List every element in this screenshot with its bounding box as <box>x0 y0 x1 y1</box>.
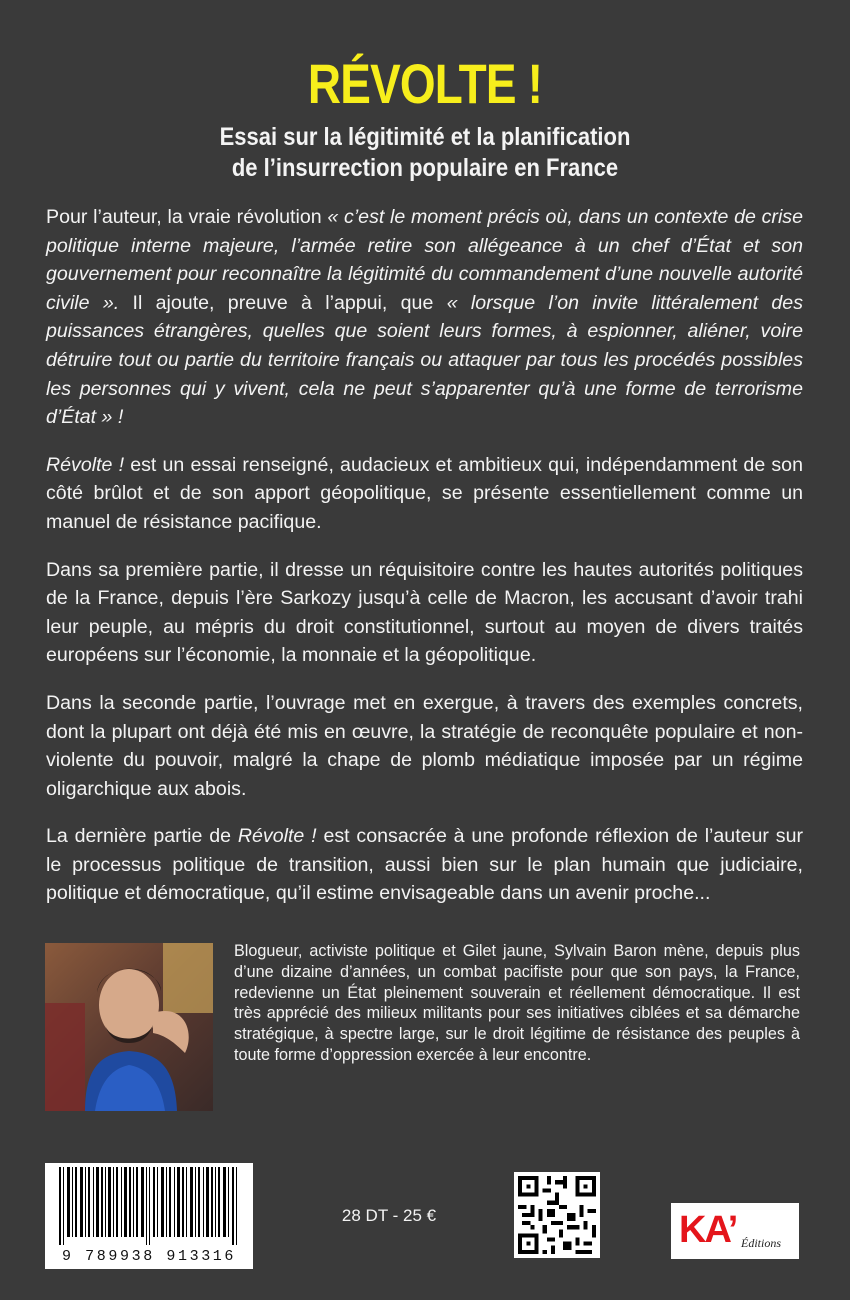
blurb-p2-text: est un essai renseigné, audacieux et ambitieux qui, indépendamment de son côté brûlot et de son apport géopolitique, se présente essentiellement comme un manuel de résistance pacifique. <box>46 453 803 533</box>
blurb-p5-title-ref: Révolte ! <box>237 825 317 848</box>
publisher-logo-mark: KA’ <box>679 1209 737 1251</box>
qr-code-pattern <box>514 1172 600 1258</box>
book-subtitle <box>51 122 799 184</box>
qr-code <box>514 1172 600 1258</box>
blurb-paragraph-1 <box>46 203 803 432</box>
blurb-p1-quote-2: « lorsque l’on invite littéralement des puissances étrangères, quelles que soient leurs formes, à espionner, aliéner, voire détruire tout ou partie du territoire français ou attaquer par tous les procédés possibles les personnes qui y vivent, cela ne peut s’apparenter qu’à une forme de terrorisme d’État » ! <box>46 291 804 429</box>
subtitle-line-1: Essai sur la légitimité et la planification <box>219 123 631 151</box>
blurb-text <box>46 203 803 927</box>
blurb-p1-intro: Pour l’auteur, la vraie révolution <box>46 206 328 228</box>
publisher-logo <box>671 1203 799 1259</box>
blurb-p2-title-ref: Révolte ! <box>46 453 125 476</box>
subtitle-line-2: de l’insurrection populaire en France <box>231 154 619 182</box>
barcode-bars <box>45 1163 253 1245</box>
isbn-barcode <box>45 1163 253 1269</box>
blurb-paragraph-4: Dans la seconde partie, l’ouvrage met en exergue, à travers des exemples concrets, dont la plupart ont déjà été mis en œuvre, la stratégie de reconquête populaire et non-violente du pouvoir, malgré la chape de plomb médiatique imposée par un régime oligarchique aux abois. <box>46 691 803 800</box>
blurb-p1-middle: Il ajoute, preuve à l’appui, que <box>119 291 447 314</box>
blurb-paragraph-2 <box>46 451 803 537</box>
blurb-p5-intro: La dernière partie de <box>46 825 238 848</box>
isbn-number: 9 789938 913316 <box>61 1248 237 1265</box>
author-bio: Blogueur, activiste politique et Gilet jaune, Sylvain Baron mène, depuis plus d’une dizaine d’années, un combat pacifiste pour que son pays, la France, redevienne un État pleinement souverain et réellement démocratique. Il est très apprécié des milieux militants pour ses initiatives ciblées et sa démarche stratégique, à spectre large, sur le droit légitime de résistance des peuples à toute forme d’oppression exercée à leur encontre. <box>234 942 800 1064</box>
book-title: RÉVOLTE ! <box>307 52 543 115</box>
blurb-paragraph-5 <box>46 822 803 908</box>
blurb-p1-quote-1: « c’est le moment précis où, dans un contexte de crise politique interne majeure, l’armée retire son allégeance à un chef d’État et son gouvernement pour reconnaître la légitimité du commandement d’une nouvelle autorité civile ». <box>46 206 803 314</box>
blurb-p5-text: est consacrée à une profonde réflexion de l’auteur sur le processus politique de transition, aussi bien sur le plan humain que judiciaire, politique et démocratique, qu’il estime envisageable dans un avenir proche... <box>46 825 804 905</box>
author-portrait-image <box>45 943 213 1111</box>
price-label: 28 DT - 25 € <box>341 1206 437 1225</box>
publisher-logo-text: Éditions <box>741 1236 782 1250</box>
blurb-paragraph-3: Dans sa première partie, il dresse un réquisitoire contre les hautes autorités politiques de la France, depuis l’ère Sarkozy jusqu’à celle de Macron, les accusant d’avoir trahi leur peuple, au mépris du droit constitutionnel, surtout au moyen de divers traités européens sur l’économie, la monnaie et la géopolitique. <box>46 558 803 667</box>
author-photo <box>45 943 213 1111</box>
